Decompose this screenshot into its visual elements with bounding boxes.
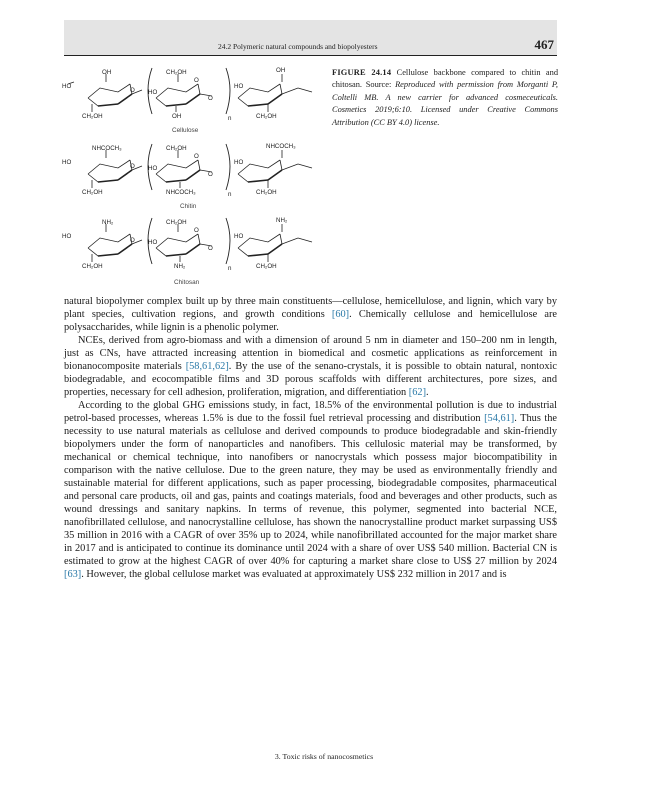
structure-chitin	[62, 143, 312, 210]
text-run: . Chemically cellulose and hemicellulose are polysaccharides, while lignin is a phenolic polymer.	[64, 309, 557, 333]
header-rule	[64, 55, 557, 56]
label-right-top: NH₂	[276, 217, 288, 224]
structure-chitosan	[62, 217, 312, 286]
running-head: 24.2 Polymeric natural compounds and biopolyesters	[218, 42, 378, 51]
label-mid-bottom: NH₂	[174, 263, 186, 270]
label-mid-top: CH₂OH	[166, 219, 187, 226]
figure-caption	[332, 67, 558, 129]
label-o1: O	[130, 163, 135, 170]
label-right-ho: HO	[234, 83, 244, 90]
label-n: n	[228, 265, 232, 272]
label-right-ho: HO	[234, 233, 244, 240]
body-text	[64, 295, 557, 581]
text-run: NCEs, derived from agro-biomass and with a dimension of around 5 nm in diameter and 150–200 nm in length, just as CNs, have attracted increasing attention in biomedical and cosmetic applications as reinforcement in bionanocomposite materials	[64, 335, 557, 372]
label-mid-bottom: NHCOCH₃	[166, 189, 196, 196]
citation-link[interactable]: [62]	[408, 387, 427, 398]
label-o3: O	[208, 95, 213, 102]
structure-name: Cellulose	[172, 127, 199, 134]
citation-link[interactable]: [54,61]	[484, 413, 515, 424]
label-mid-bottom: OH	[172, 113, 182, 120]
text-run: . However, the global cellulose market was evaluated at approximately US$ 232 million in 2017 and is	[81, 569, 507, 580]
label-mid-top: CH₂OH	[166, 145, 187, 152]
label-left-bottom: CH₂OH	[82, 189, 103, 196]
label-mid-ho: HO	[148, 165, 158, 172]
paragraph-1	[64, 295, 557, 334]
caption-source: Reproduced with permission from Morganti P, Coltelli MB. A new carrier for advanced cosmeceuticals. Cosmetics 2019;6:10. Licensed under Creative Commons Attribution (CC BY 4.0) license.	[332, 80, 559, 127]
text-run: . By the use of the senano-crystals, it is possible to obtain natural, nontoxic biodegradable, and ecocompatible films and 3D porous scaffolds with different architectures, pore sizes, and properties, necessary for cell adhesion, proliferation, migration, and differentiation	[64, 361, 557, 398]
paragraph-3	[64, 399, 557, 581]
label-end-left: HO	[62, 159, 72, 166]
paragraph-2	[64, 334, 557, 399]
label-left-top: OH	[102, 69, 112, 76]
page-footer: 3. Toxic risks of nanocosmetics	[274, 752, 374, 761]
label-mid-top: CH₂OH	[166, 69, 187, 76]
label-o2: O	[194, 77, 199, 84]
label-o3: O	[208, 245, 213, 252]
label-left-top: NH₂	[102, 219, 114, 226]
structure-name: Chitosan	[174, 279, 200, 286]
label-right-bottom: CH₂OH	[256, 189, 277, 196]
caption-text: Cellulose backbone compared to chitin and chitosan. Source:	[332, 68, 559, 90]
citation-link[interactable]: [58,61,62]	[185, 361, 229, 372]
label-right-ho: HO	[234, 159, 244, 166]
label-right-bottom: CH₂OH	[256, 263, 277, 270]
citation-link[interactable]: [63]	[64, 569, 82, 580]
label-end-left: HO	[62, 233, 72, 240]
text-run: . Thus the necessity to use natural materials as cellulose and derived compounds to produce biodegradable and skin-friendly biopolymers under the form of nanoparticles and nanofibers. This cellulosic material may be transformed, by mechanical or chemical technique, into nanofibers or nanocrystals which possess major biocompatibility in comparison with the native cellulose. Due to the green nature, they may be used as environmentally friendly and sustainable material for different applications, such as paper processing, biodegradable composites, pharmaceutical and personal care products, oil and gas, paints and coatings materials, food and beverages and other products, such as wound dressings and sanitary napkins. In terms of revenue, this polymer, segmented into bacterial NCE, nanofibrillated cellulose, and nanocrystalline cellulose, has shown the nanocrystalline product market surpassing US$ 35 million in 2016 with a CAGR of over 35% up to 2024, while nanofibrillated accounted for the major market share in 2017 and is anticipated to continue its dominance until 2024 with a share of over US$ 540 million. Bacterial CN is estimated to grow at the highest CAGR of over 40% for capturing a market share close to US$ 27 million by 2024	[64, 413, 557, 567]
page-number: 467	[534, 37, 554, 52]
citation-link[interactable]: [60]	[331, 309, 350, 320]
label-o1: O	[130, 237, 135, 244]
figure-label: FIGURE 24.14	[332, 68, 392, 77]
label-mid-ho: HO	[148, 239, 158, 246]
label-left-bottom: CH₂OH	[82, 263, 103, 270]
structure-cellulose	[62, 67, 312, 134]
label-right-bottom: CH₂OH	[256, 113, 277, 120]
label-o1: O	[130, 87, 135, 94]
structure-name: Chitin	[180, 203, 197, 210]
label-o3: O	[208, 171, 213, 178]
label-n: n	[228, 115, 232, 122]
label-o2: O	[194, 153, 199, 160]
figure-structures	[62, 62, 330, 288]
label-mid-ho: HO	[148, 89, 158, 96]
label-o2: O	[194, 227, 199, 234]
label-left-bottom: CH₂OH	[82, 113, 103, 120]
text-run: .	[426, 387, 429, 398]
label-right-top: NHCOCH₃	[266, 143, 296, 150]
label-left-top: NHCOCH₃	[92, 145, 122, 152]
label-n: n	[228, 191, 232, 198]
text-run: natural biopolymer complex built up by three main constituents—cellulose, hemicellulose, and lignin, which vary by plant species, cultivation regions, and growth conditions	[64, 296, 557, 320]
text-run: According to the global GHG emissions study, in fact, 18.5% of the environmental pollution is due to industrial petrol-based processes, whereas 1.5% is due to the fossil fuel retrieval processing and distribution	[64, 400, 557, 424]
label-right-top: OH	[276, 67, 286, 74]
label-end-left: HO	[62, 83, 72, 90]
structures-svg	[62, 62, 330, 288]
